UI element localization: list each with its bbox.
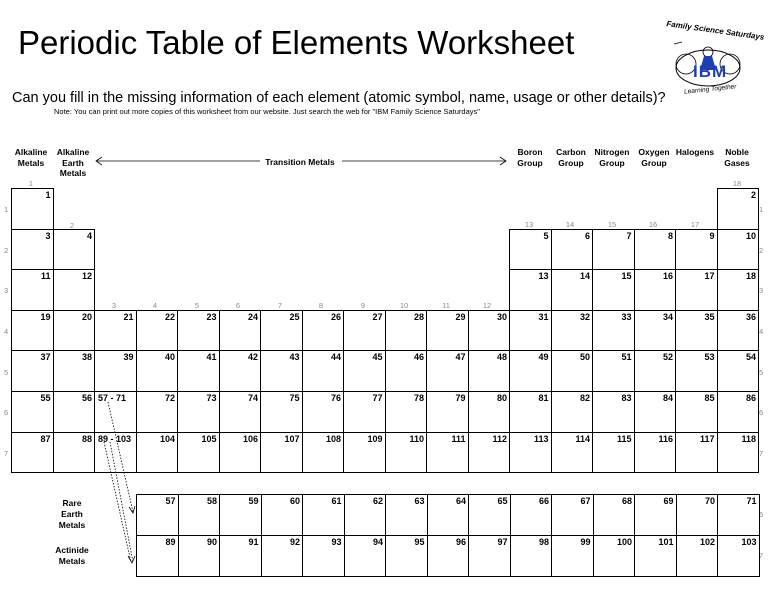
atomic-number: 13 bbox=[538, 271, 549, 282]
atomic-number: 4 bbox=[86, 230, 92, 241]
atomic-number: 118 bbox=[741, 433, 756, 444]
atomic-number: 108 bbox=[325, 433, 341, 444]
atomic-number: 112 bbox=[492, 433, 507, 444]
atomic-number: 49 bbox=[538, 352, 549, 363]
atomic-number: 82 bbox=[579, 393, 590, 403]
atomic-number: 77 bbox=[372, 393, 383, 403]
atomic-number: 61 bbox=[331, 496, 342, 506]
atomic-number: 29 bbox=[455, 311, 466, 322]
atomic-number: 72 bbox=[164, 393, 175, 403]
atomic-number: 38 bbox=[81, 352, 92, 363]
atomic-number: 74 bbox=[247, 393, 258, 403]
atomic-number: 6 bbox=[584, 230, 590, 241]
period-number: 3 bbox=[759, 286, 764, 295]
logo-top-text: Family Science Saturdays bbox=[665, 19, 765, 42]
atomic-number: 73 bbox=[206, 393, 217, 403]
atomic-number: 35 bbox=[704, 311, 715, 322]
period-number: 7 bbox=[4, 449, 9, 458]
header-halogens: Halogens bbox=[675, 147, 715, 157]
atomic-number: 50 bbox=[579, 352, 590, 363]
atomic-number: 42 bbox=[247, 352, 258, 363]
header-alkaline-earth-metals: Alkaline Earth Metals bbox=[56, 147, 90, 178]
atomic-number: 60 bbox=[289, 496, 300, 506]
atomic-number: 95 bbox=[414, 536, 425, 547]
atomic-number: 56 bbox=[81, 393, 92, 403]
atomic-number: 39 bbox=[123, 352, 134, 363]
group-number: 8 bbox=[318, 301, 324, 310]
group-number: 17 bbox=[690, 220, 700, 229]
atomic-number: 1 bbox=[45, 190, 51, 200]
period-number: 7 bbox=[759, 449, 764, 458]
atomic-number: 57 - 71 bbox=[98, 393, 127, 403]
atomic-number: 113 bbox=[533, 433, 549, 444]
period-number: 5 bbox=[4, 368, 9, 377]
atomic-number: 17 bbox=[704, 271, 715, 282]
atomic-number: 106 bbox=[242, 433, 258, 444]
atomic-number: 26 bbox=[330, 311, 341, 322]
atomic-number: 87 bbox=[40, 433, 51, 444]
atomic-number: 54 bbox=[745, 352, 756, 363]
atomic-number: 21 bbox=[123, 311, 134, 322]
atomic-number: 31 bbox=[538, 311, 549, 322]
header-noble-gases: Noble Gases bbox=[724, 147, 750, 168]
group-number: 16 bbox=[648, 220, 658, 229]
group-number: 1 bbox=[28, 179, 34, 188]
atomic-number: 110 bbox=[409, 433, 424, 444]
atomic-number: 24 bbox=[247, 311, 258, 322]
atomic-number: 89 bbox=[165, 536, 176, 547]
atomic-number: 83 bbox=[621, 393, 632, 403]
atomic-number: 97 bbox=[497, 536, 508, 547]
atomic-number: 71 bbox=[746, 496, 757, 506]
atomic-number: 101 bbox=[658, 536, 674, 547]
atomic-number: 11 bbox=[40, 271, 51, 282]
atomic-number: 51 bbox=[621, 352, 632, 363]
atomic-number: 58 bbox=[206, 496, 217, 506]
atomic-number: 27 bbox=[372, 311, 383, 322]
atomic-number: 117 bbox=[699, 433, 715, 444]
atomic-number: 33 bbox=[621, 311, 632, 322]
logo-brand: IBM bbox=[693, 62, 728, 81]
group-number: 7 bbox=[277, 301, 283, 310]
atomic-number: 105 bbox=[201, 433, 217, 444]
group-number: 9 bbox=[360, 301, 366, 310]
atomic-number: 7 bbox=[626, 230, 632, 241]
group-number: 12 bbox=[482, 301, 492, 310]
logo-tagline: Learning Together bbox=[683, 83, 737, 96]
atomic-number: 30 bbox=[496, 311, 507, 322]
atomic-number: 55 bbox=[40, 393, 51, 403]
atomic-number: 52 bbox=[662, 352, 673, 363]
atomic-number: 66 bbox=[538, 496, 549, 506]
atomic-number: 84 bbox=[662, 393, 673, 403]
atomic-number: 45 bbox=[372, 352, 383, 363]
atomic-number: 41 bbox=[206, 352, 217, 363]
period-number: 1 bbox=[759, 205, 764, 214]
atomic-number: 57 bbox=[165, 496, 176, 506]
atomic-number: 111 bbox=[451, 433, 466, 444]
atomic-number: 22 bbox=[164, 311, 175, 322]
header-transition-metals: Transition Metals bbox=[265, 157, 335, 167]
atomic-number: 98 bbox=[538, 536, 549, 547]
atomic-number: 36 bbox=[745, 311, 756, 322]
period-number: 6 bbox=[4, 408, 9, 417]
atomic-number: 37 bbox=[40, 352, 51, 363]
atomic-number: 93 bbox=[331, 536, 342, 547]
group-number: 3 bbox=[111, 301, 117, 310]
group-number: 14 bbox=[565, 220, 575, 229]
period-number: 3 bbox=[4, 286, 9, 295]
atomic-number: 79 bbox=[455, 393, 466, 403]
period-number: 2 bbox=[4, 246, 9, 255]
group-number: 2 bbox=[69, 221, 75, 230]
period-number: 5 bbox=[759, 368, 764, 377]
group-number: 4 bbox=[152, 301, 158, 310]
period-number: 6 bbox=[759, 510, 764, 519]
page-title: Periodic Table of Elements Worksheet bbox=[18, 24, 575, 61]
atomic-number: 19 bbox=[40, 311, 51, 322]
header-boron-group: Boron Group bbox=[517, 147, 543, 168]
atomic-number: 44 bbox=[330, 352, 341, 363]
atomic-number: 69 bbox=[663, 496, 674, 506]
atomic-number: 20 bbox=[81, 311, 92, 322]
period-number: 6 bbox=[759, 408, 764, 417]
atomic-number: 2 bbox=[750, 190, 756, 200]
atomic-number: 16 bbox=[662, 271, 673, 282]
atomic-number: 104 bbox=[159, 433, 175, 444]
atomic-number: 53 bbox=[704, 352, 715, 363]
atomic-number: 86 bbox=[745, 393, 756, 403]
atomic-number: 63 bbox=[414, 496, 425, 506]
actinide-metals-label: Actinide Metals bbox=[55, 545, 89, 566]
atomic-number: 5 bbox=[543, 230, 549, 241]
atomic-number: 65 bbox=[497, 496, 508, 506]
atomic-number: 68 bbox=[621, 496, 632, 506]
atomic-number: 8 bbox=[667, 230, 673, 241]
period-number: 4 bbox=[4, 327, 9, 336]
atomic-number: 89 - 103 bbox=[98, 433, 132, 444]
atomic-number: 23 bbox=[206, 311, 217, 322]
atomic-number: 9 bbox=[709, 230, 715, 241]
group-number: 5 bbox=[194, 301, 200, 310]
atomic-number: 91 bbox=[248, 536, 259, 547]
atomic-number: 81 bbox=[538, 393, 549, 403]
atomic-number: 43 bbox=[289, 352, 300, 363]
atomic-number: 107 bbox=[284, 433, 300, 444]
rare-earth-metals-label: Rare Earth Metals bbox=[58, 498, 86, 530]
note: Note: You can print out more copies of this worksheet from our website. Just search the web for "IBM Family Science Saturdays" bbox=[54, 107, 480, 116]
atomic-number: 10 bbox=[745, 230, 756, 241]
atomic-number: 25 bbox=[289, 311, 300, 322]
group-number: 6 bbox=[235, 301, 241, 310]
header-carbon-group: Carbon Group bbox=[556, 147, 586, 168]
atomic-number: 100 bbox=[616, 536, 632, 547]
atomic-number: 18 bbox=[745, 271, 756, 282]
atomic-number: 28 bbox=[413, 311, 424, 322]
atomic-number: 15 bbox=[621, 271, 632, 282]
atomic-number: 59 bbox=[248, 496, 259, 506]
atomic-number: 48 bbox=[496, 352, 507, 363]
atomic-number: 75 bbox=[289, 393, 300, 403]
group-number: 10 bbox=[399, 301, 409, 310]
group-number: 11 bbox=[442, 301, 450, 310]
atomic-number: 102 bbox=[699, 536, 715, 547]
period-number: 2 bbox=[759, 246, 764, 255]
header-oxygen-group: Oxygen Group bbox=[638, 147, 670, 168]
atomic-number: 103 bbox=[741, 536, 757, 547]
atomic-number: 3 bbox=[45, 230, 51, 241]
group-number: 13 bbox=[524, 220, 534, 229]
atomic-number: 32 bbox=[579, 311, 590, 322]
atomic-number: 70 bbox=[704, 496, 715, 506]
atomic-number: 80 bbox=[496, 393, 507, 403]
period-number: 1 bbox=[4, 205, 9, 214]
period-number: 4 bbox=[759, 327, 764, 336]
atomic-number: 116 bbox=[658, 433, 673, 444]
atomic-number: 14 bbox=[579, 271, 590, 282]
atomic-number: 12 bbox=[81, 271, 92, 282]
atomic-number: 92 bbox=[289, 536, 300, 547]
atomic-number: 40 bbox=[164, 352, 175, 363]
atomic-number: 85 bbox=[704, 393, 715, 403]
atomic-number: 114 bbox=[575, 433, 590, 444]
atomic-number: 94 bbox=[372, 536, 383, 547]
atomic-number: 64 bbox=[455, 496, 466, 506]
atomic-number: 62 bbox=[372, 496, 383, 506]
group-number: 15 bbox=[607, 220, 617, 229]
instructions: Can you fill in the missing information of each element (atomic symbol, name, usage or other details)? bbox=[12, 90, 666, 106]
header-alkaline-metals: Alkaline Metals bbox=[14, 147, 48, 168]
atomic-number: 90 bbox=[206, 536, 217, 547]
atomic-number: 78 bbox=[413, 393, 424, 403]
atomic-number: 96 bbox=[455, 536, 466, 547]
atomic-number: 109 bbox=[367, 433, 383, 444]
group-number: 18 bbox=[732, 179, 742, 188]
atomic-number: 76 bbox=[330, 393, 341, 403]
atomic-number: 47 bbox=[455, 352, 466, 363]
atomic-number: 67 bbox=[580, 496, 591, 506]
atomic-number: 115 bbox=[616, 433, 632, 444]
period-number: 7 bbox=[759, 551, 764, 560]
atomic-number: 99 bbox=[580, 536, 591, 547]
atomic-number: 34 bbox=[662, 311, 673, 322]
atomic-number: 88 bbox=[81, 433, 92, 444]
header-nitrogen-group: Nitrogen Group bbox=[594, 147, 630, 168]
atomic-number: 46 bbox=[413, 352, 424, 363]
